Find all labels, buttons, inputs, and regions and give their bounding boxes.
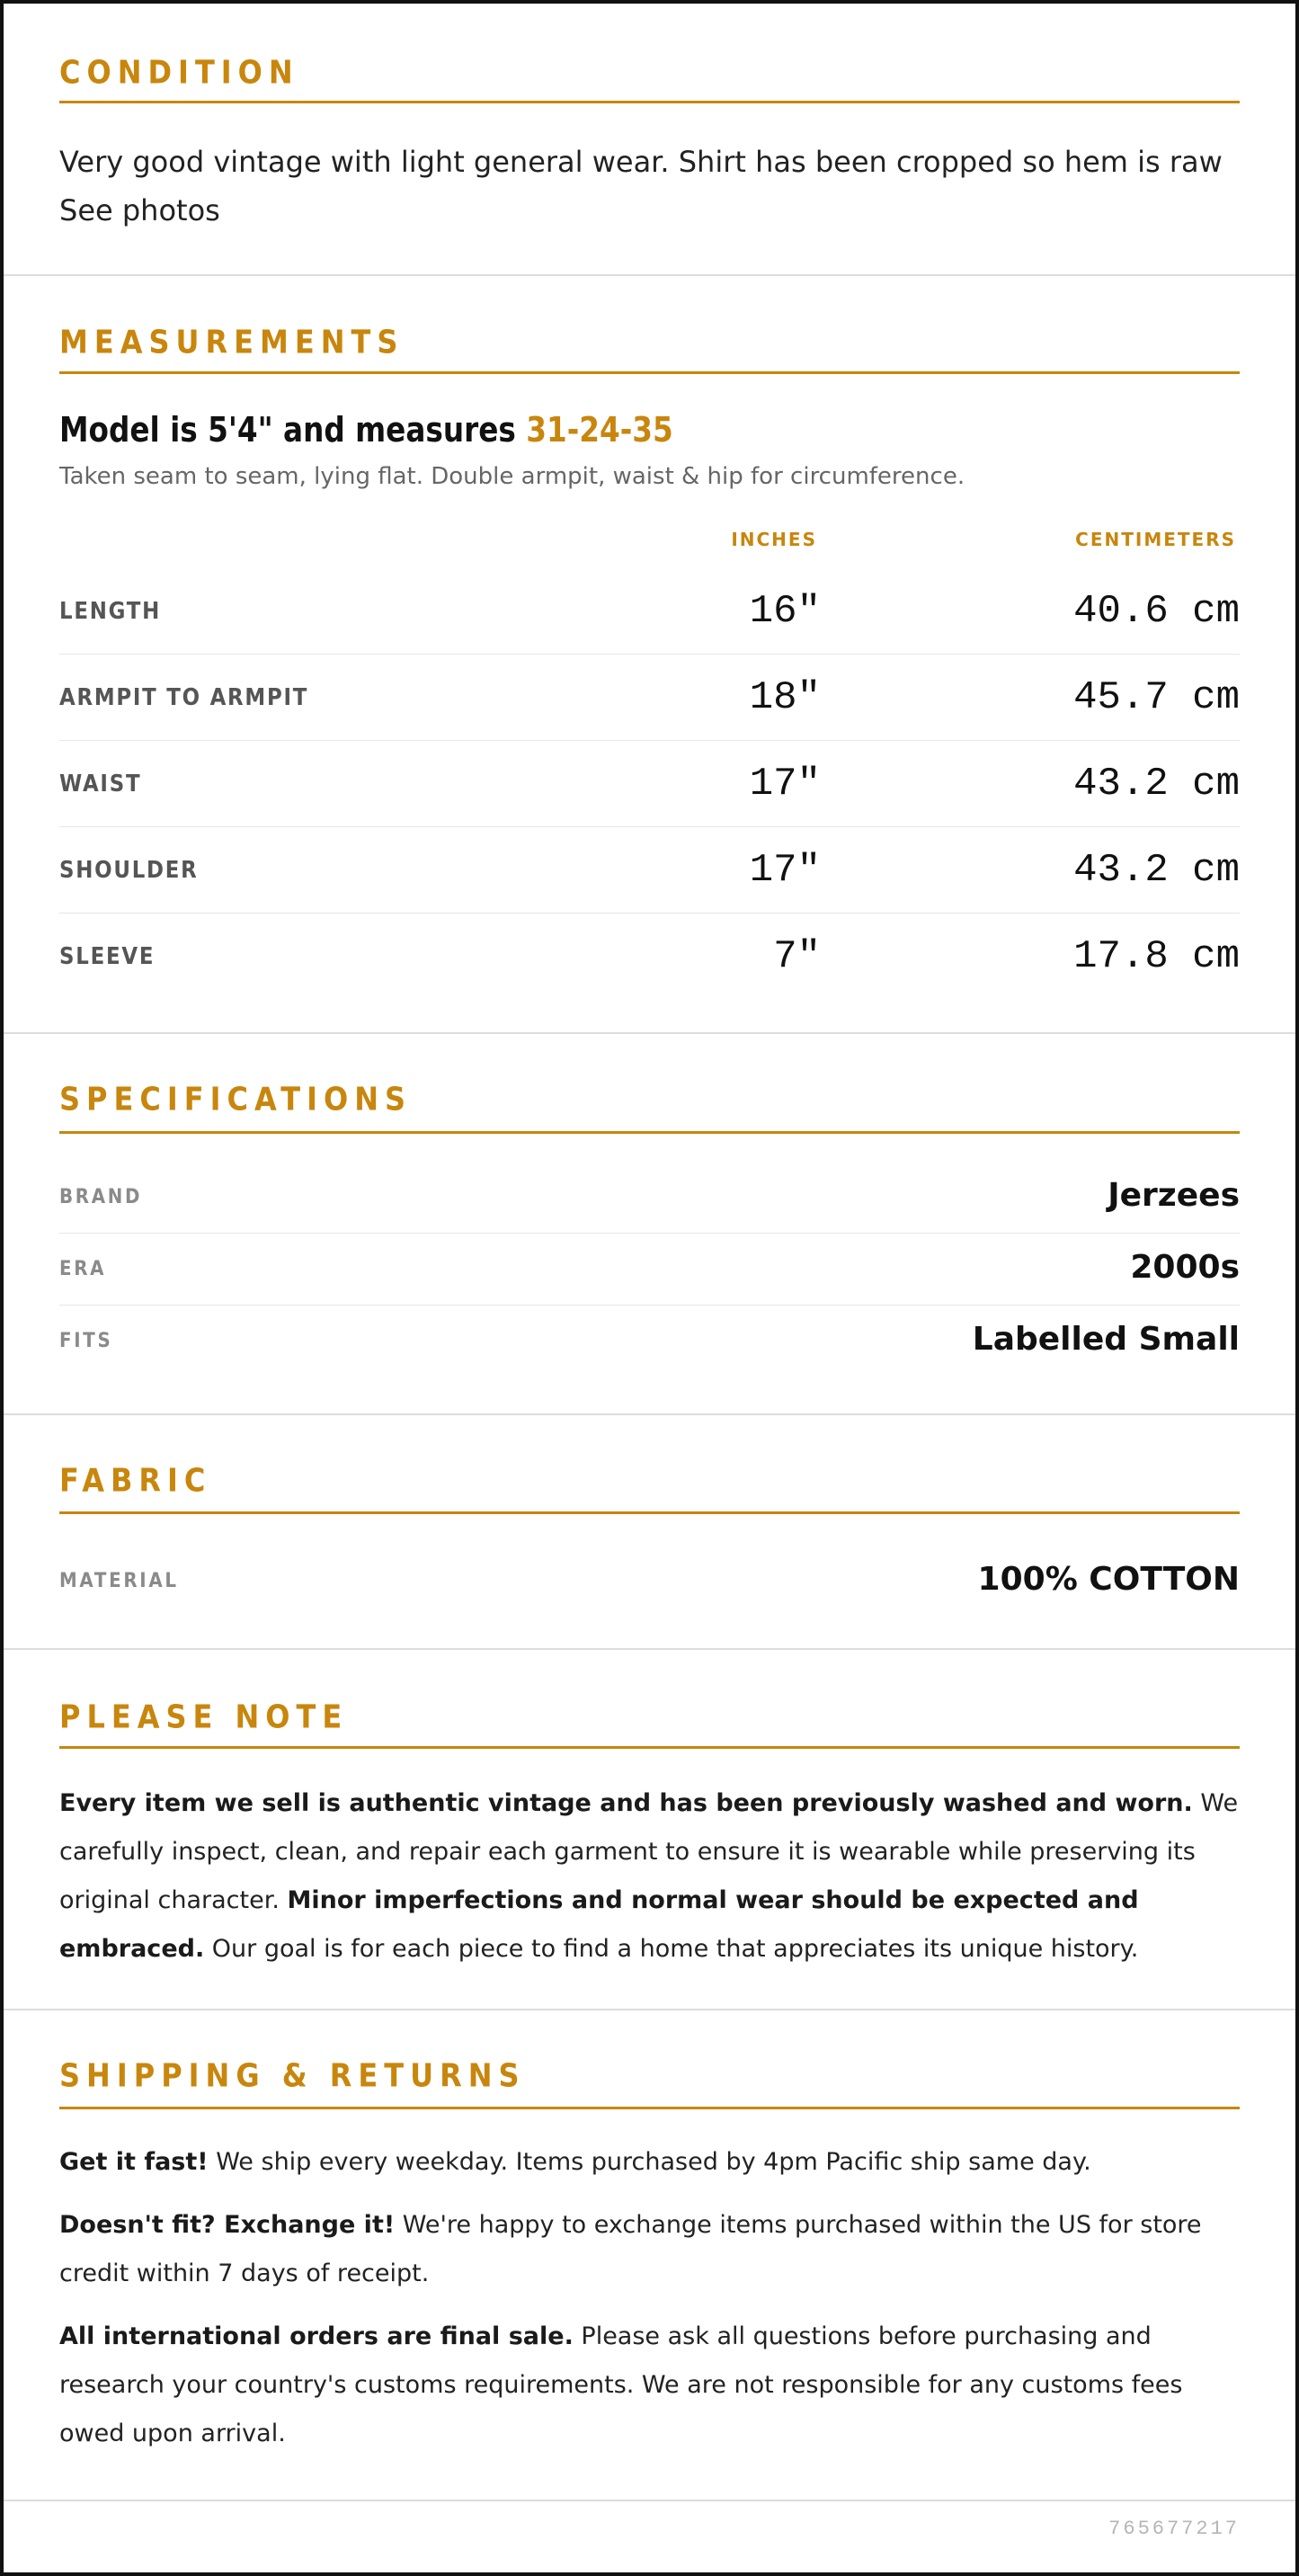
measurement-centimeters: 40.6 cm [1073, 589, 1240, 634]
shipping-paragraph-international [59, 2313, 1246, 2458]
measurements-title: MEASUREMENTS [59, 322, 405, 361]
note-text-inspect: We carefully inspect, clean, and repair each garment to ensure it is wearable while preserving its original character. [59, 1789, 1239, 1914]
measurement-inches: 16" [749, 589, 821, 634]
please-note-rule [59, 1746, 1240, 1749]
measurement-row-waist [59, 741, 1240, 827]
specifications-rule [59, 1131, 1240, 1134]
measurement-inches: 18" [749, 675, 821, 720]
shipping-title: SHIPPING & RETURNS [59, 2055, 526, 2095]
fabric-row-material [59, 1546, 1240, 1618]
model-measurements [59, 405, 673, 455]
measurement-row-shoulder [59, 827, 1240, 914]
please-note-title: PLEASE NOTE [59, 1697, 349, 1736]
shipping-section [4, 2010, 1295, 2501]
specifications-title: SPECIFICATIONS [59, 1079, 413, 1119]
measurement-row-length [59, 568, 1240, 655]
model-measures-value: 31-24-35 [526, 410, 673, 450]
spec-value: 2000s [1130, 1249, 1240, 1286]
fabric-value: 100% COTTON [977, 1561, 1240, 1598]
shipping-text-exchange: We're happy to exchange items purchased within the US for store credit within 7 days of receipt. [59, 2211, 1202, 2287]
model-prefix: Model is 5'4" and measures [59, 410, 527, 450]
spec-row-brand [59, 1162, 1240, 1234]
please-note-text [59, 1779, 1246, 1974]
measurement-inches: 17" [749, 762, 821, 807]
spec-row-fits [59, 1306, 1240, 1377]
fabric-label: MATERIAL [59, 1570, 179, 1592]
measurement-note: Taken seam to seam, lying flat. Double armpit, waist & hip for circumference. [59, 463, 965, 490]
measurements-rule [59, 371, 1240, 374]
fabric-rule [59, 1511, 1240, 1514]
note-text-goal: Our goal is for each piece to find a home that appreciates its unique history. [204, 1935, 1139, 1963]
condition-title: CONDITION [59, 52, 299, 92]
please-note-section [4, 1650, 1295, 2010]
measurement-label: SLEEVE [59, 943, 156, 970]
measurement-row-sleeve [59, 914, 1240, 1000]
spec-row-era [59, 1234, 1240, 1306]
note-bold-authentic: Every item we sell is authentic vintage and has been previously washed and worn. [59, 1789, 1193, 1817]
shipping-paragraph-exchange [59, 2201, 1246, 2298]
column-header-inches: INCHES [731, 529, 817, 550]
shipping-text-fast: We ship every weekday. Items purchased by 4pm Pacific ship same day. [208, 2148, 1091, 2176]
spec-value: Labelled Small [972, 1321, 1240, 1358]
condition-rule [59, 101, 1240, 103]
measurement-label: ARMPIT TO ARMPIT [59, 684, 309, 711]
spec-label: BRAND [59, 1186, 143, 1208]
measurement-label: SHOULDER [59, 857, 199, 884]
spec-label: ERA [59, 1258, 107, 1280]
measurement-centimeters: 17.8 cm [1073, 934, 1240, 979]
shipping-bold-exchange: Doesn't fit? Exchange it! [59, 2211, 396, 2239]
measurement-centimeters: 43.2 cm [1073, 848, 1240, 893]
spec-value: Jerzees [1108, 1177, 1240, 1214]
measurement-inches: 17" [749, 848, 821, 893]
measurement-centimeters: 43.2 cm [1073, 762, 1240, 807]
product-id: 765677217 [1108, 2518, 1240, 2540]
measurement-row-armpit [59, 655, 1240, 741]
fabric-title: FABRIC [59, 1460, 212, 1500]
shipping-rule [59, 2107, 1240, 2109]
spec-label: FITS [59, 1330, 113, 1352]
measurement-label: WAIST [59, 771, 142, 798]
measurement-centimeters: 45.7 cm [1073, 675, 1240, 720]
measurement-inches: 7" [773, 934, 821, 979]
column-header-centimeters: CENTIMETERS [1075, 529, 1236, 550]
measurement-label: LENGTH [59, 598, 162, 625]
condition-text: Very good vintage with light general wear. Shirt has been cropped so hem is raw See photos [59, 145, 1223, 227]
shipping-bold-fast: Get it fast! [59, 2148, 209, 2176]
condition-section [4, 4, 1295, 276]
shipping-text-international: Please ask all questions before purchasing and research your country's customs requirements. We are not responsible for any customs fees owed upon arrival. [59, 2322, 1183, 2447]
shipping-paragraph-fast [59, 2138, 1246, 2187]
note-bold-imperfections: Minor imperfections and normal wear should be expected and embraced. [59, 1886, 1139, 1963]
shipping-bold-international: All international orders are final sale. [59, 2322, 574, 2350]
